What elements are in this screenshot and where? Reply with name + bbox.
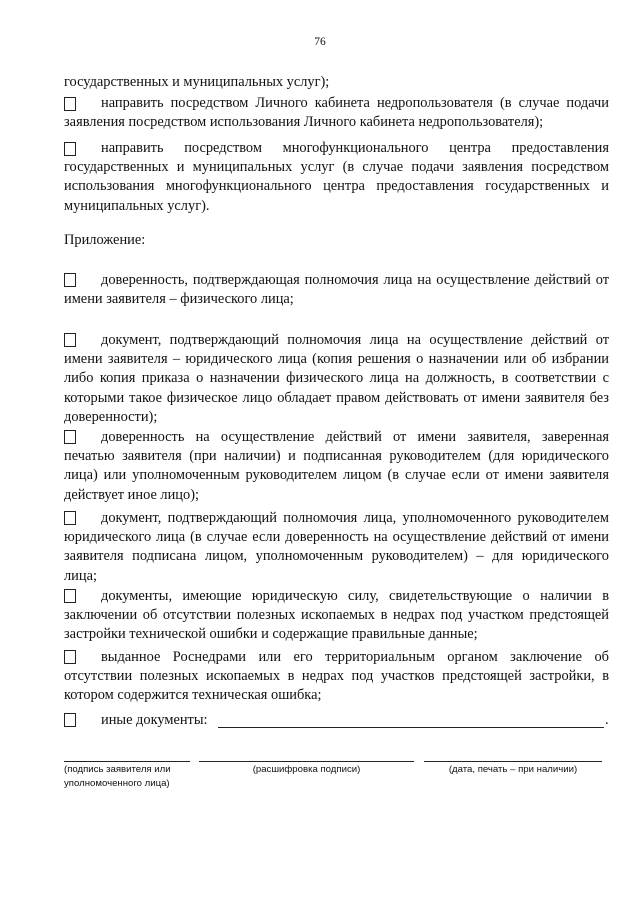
attachment-2-text: документ, подтверждающий полномочия лица на осуществление действий от имени заявителя – юридического лица (копия решения о назначении или об избрании либо копия приказа о назначении физического лица на должность, в соответствии с которыми такое физическое лицо обладает правом действовать от имени заявителя без доверенности); [64, 332, 609, 425]
attachment-5-text: документы, имеющие юридическую силу, свидетельствующие о наличии в заключении об отсутствии полезных ископаемых в недрах под участком предстоящей застройки технической ошибки и содержащие правильные данные; [64, 588, 609, 643]
signature-line[interactable] [64, 761, 190, 762]
other-documents-checkbox[interactable] [64, 713, 76, 727]
delivery-option-2-text: направить посредством многофункционального центра предоставления государственных и муниципальных услуг (в случае подачи заявления посредством использования многофункционального центра предоставления государственных и муниципальных услуг). [64, 140, 609, 214]
date-line[interactable] [424, 761, 602, 762]
attachment-1-text: доверенность, подтверждающая полномочия лица на осуществление действий от имени заявителя – физического лица; [64, 272, 609, 308]
other-documents-field[interactable] [218, 727, 604, 728]
other-documents-end: . [605, 712, 609, 728]
continuation-text: государственных и муниципальных услуг); [64, 74, 330, 90]
other-documents-label: иные документы: [101, 712, 208, 728]
attachments-heading: Приложение: [64, 232, 146, 248]
delivery-option-1-text: направить посредством Личного кабинета недропользователя (в случае подачи заявления посредством использования Личного кабинета недропользователя); [64, 95, 609, 131]
attachment-4-text: документ, подтверждающий полномочия лица, уполномоченного руководителем юридического лица (в случае если доверенность на осуществление действий от имени заявителя подписана лицом, уполномоченным руководителем) – для юридического лица; [64, 510, 609, 584]
decoding-caption: (расшифровка подписи) [252, 764, 361, 775]
signature-caption: (подпись заявителя или уполномоченного лица) [64, 764, 171, 789]
decoding-line[interactable] [199, 761, 414, 762]
page-number: 76 [314, 36, 326, 48]
attachment-3-text: доверенность на осуществление действий от имени заявителя, заверенная печатью заявителя (при наличии) и подписанная руководителем (для юридического лица) или уполномоченным руководителем лицом (в случае если от имени заявителя действует иное лицо); [64, 429, 609, 503]
date-stamp-caption: (дата, печать – при наличии) [448, 764, 578, 775]
attachment-6-text: выданное Роснедрами или его территориальным органом заключение об отсутствии полезных ископаемых в недрах под участков предстоящей застройки, в котором содержится техническая ошибка; [64, 649, 609, 704]
